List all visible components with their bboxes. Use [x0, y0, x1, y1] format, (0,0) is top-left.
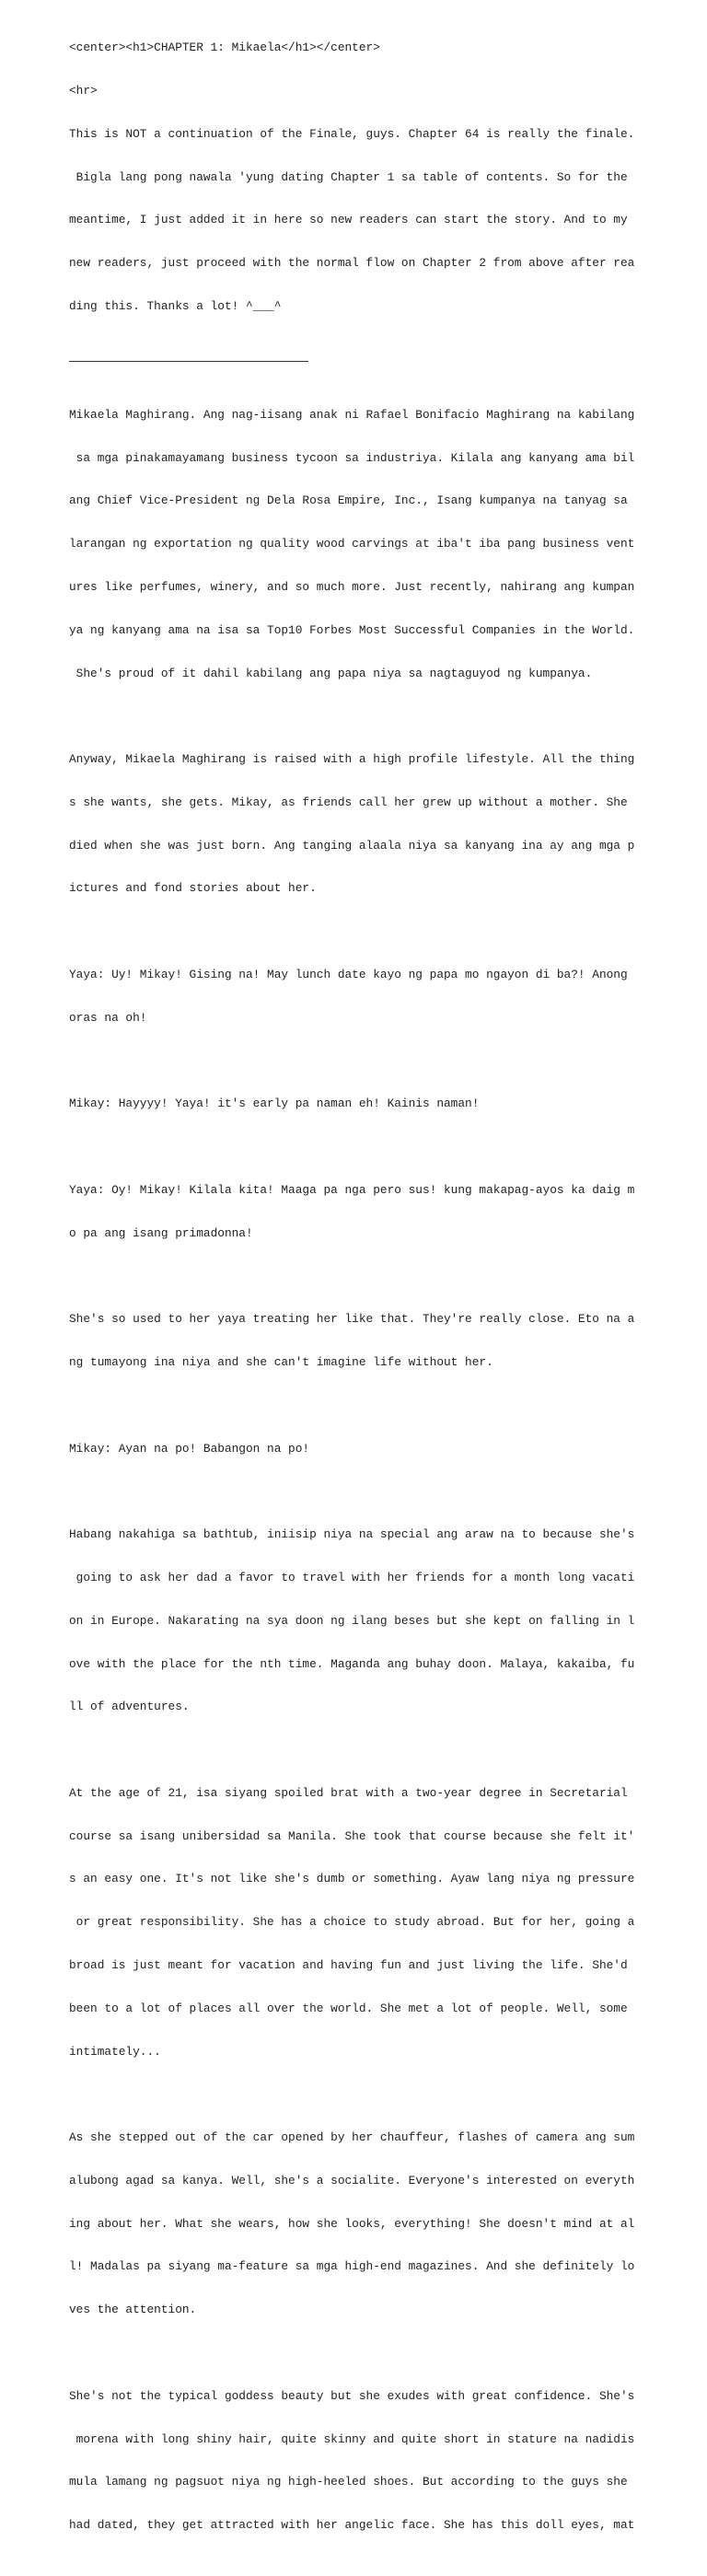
text-line: ing about her. What she wears, how she looks, everything! She doesn't mind at al	[69, 2216, 635, 2231]
text-line: meantime, I just added it in here so new readers can start the story. And to my	[69, 213, 628, 227]
text-line: Mikay: Hayyyy! Yaya! it's early pa naman eh! Kainis naman!	[69, 1097, 480, 1111]
text-line: died when she was just born. Ang tanging alaala niya sa kanyang ina ay ang mga p	[69, 838, 635, 853]
horizontal-divider	[69, 361, 308, 362]
text-line: ang Chief Vice-President ng Dela Rosa Empire, Inc., Isang kumpanya na tanyag sa	[69, 493, 628, 508]
text-line: Mikay: Ayan na po! Babangon na po!	[69, 1441, 310, 1456]
text-line: ya ng kanyang ama na isa sa Top10 Forbes Most Successful Companies in the World.	[69, 622, 635, 637]
dialogue-paragraph	[69, 1155, 635, 1270]
text-line: had dated, they get attracted with her angelic face. She has this doll eyes, mat	[69, 2518, 635, 2533]
document-body	[69, 12, 635, 2576]
paragraph	[69, 1758, 635, 2088]
text-line: This is NOT a continuation of the Finale, guys. Chapter 64 is really the finale.	[69, 126, 635, 141]
text-line: ll of adventures.	[69, 1700, 190, 1714]
text-line: ictures and fond stories about her.	[69, 881, 317, 896]
text-line: ove with the place for the nth time. Maganda ang buhay doon. Malaya, kakaiba, fu	[69, 1656, 635, 1671]
text-line: Yaya: Oy! Mikay! Kilala kita! Maaga pa nga pero sus! kung makapag-ayos ka daig m	[69, 1182, 635, 1197]
dialogue-paragraph	[69, 1412, 631, 1484]
text-line: ng tumayong ina niya and she can't imagine life without her.	[69, 1355, 493, 1370]
paragraph	[69, 1283, 635, 1398]
text-line: larangan ng exportation ng quality wood carvings at iba't iba pang business vent	[69, 537, 635, 551]
text-line: At the age of 21, isa siyang spoiled brat with a two-year degree in Secretarial	[69, 1785, 628, 1800]
text-line: Yaya: Uy! Mikay! Gising na! May lunch date kayo ng papa mo ngayon di ba?! Anong	[69, 968, 628, 981]
text-line: been to a lot of places all over the world. She met a lot of people. Well, some	[69, 2001, 628, 2015]
text-line: going to ask her dad a favor to travel with her friends for a month long vacati	[69, 1570, 635, 1584]
paragraph	[69, 724, 635, 924]
text-line: broad is just meant for vacation and having fun and just living the life. She'd	[69, 1957, 628, 1972]
text-line: on in Europe. Nakarating na sya doon ng ilang beses but she kept on falling in l	[69, 1613, 635, 1628]
text-line: She's not the typical goddess beauty but she exudes with great confidence. She's	[69, 2388, 635, 2403]
text-line: intimately...	[69, 2044, 161, 2059]
dialogue-paragraph	[69, 1068, 631, 1140]
text-line: Anyway, Mikaela Maghirang is raised with a high profile lifestyle. All the thing	[69, 752, 635, 767]
text-line: new readers, just proceed with the normal flow on Chapter 2 from above after rea	[69, 256, 635, 271]
text-line: l! Madalas pa siyang ma-feature sa mga high-end magazines. And she definitely lo	[69, 2259, 635, 2274]
text-line: alubong agad sa kanya. Well, she's a socialite. Everyone's interested on everyth	[69, 2173, 635, 2187]
text-line: She's so used to her yaya treating her like that. They're really close. Eto na a	[69, 1312, 635, 1327]
text-line: She's proud of it dahil kabilang ang papa niya sa nagtaguyod ng kumpanya.	[69, 666, 593, 680]
paragraph	[69, 2102, 635, 2346]
paragraph	[69, 379, 635, 710]
text-line: or great responsibility. She has a choice to study abroad. But for her, going a	[69, 1915, 635, 1930]
author-note	[69, 12, 635, 342]
text-line: Habang nakahiga sa bathtub, iniisip niya na special ang araw na to because she's	[69, 1527, 635, 1542]
text-line: s she wants, she gets. Mikay, as friends call her grew up without a mother. She	[69, 795, 628, 809]
text-line: ves the attention.	[69, 2303, 197, 2317]
text-line: sa mga pinakamayamang business tycoon sa industriya. Kilala ang kanyang ama bil	[69, 450, 635, 465]
text-line: mula lamang ng pagsuot niya ng high-heeled shoes. But according to the guys she	[69, 2475, 628, 2489]
text-line: morena with long shiny hair, quite skinny and quite short in stature na nadidis	[69, 2431, 635, 2446]
paragraph	[69, 1499, 635, 1743]
text-line: As she stepped out of the car opened by her chauffeur, flashes of camera ang sum	[69, 2130, 635, 2145]
text-line: Bigla lang pong nawala 'yung dating Chapter 1 sa table of contents. So for the	[69, 169, 628, 184]
text-line: course sa isang unibersidad sa Manila. She took that course because she felt it'	[69, 1828, 635, 1843]
dialogue-paragraph	[69, 939, 631, 1054]
text-line: Mikaela Maghirang. Ang nag-iisang anak ni Rafael Bonifacio Maghirang na kabilang	[69, 407, 635, 422]
text-line: ding this. Thanks a lot! ^___^	[69, 298, 282, 313]
text-line: <hr>	[69, 83, 98, 98]
text-line: ures like perfumes, winery, and so much more. Just recently, nahirang ang kumpan	[69, 579, 635, 594]
text-line: <center><h1>CHAPTER 1: Mikaela</h1></center>	[69, 41, 380, 55]
text-line: s an easy one. It's not like she's dumb or something. Ayaw lang niya ng pressure	[69, 1872, 635, 1886]
text-line: o pa ang isang primadonna!	[69, 1225, 253, 1240]
text-line: oras na oh!	[69, 1010, 147, 1025]
paragraph	[69, 2361, 635, 2561]
